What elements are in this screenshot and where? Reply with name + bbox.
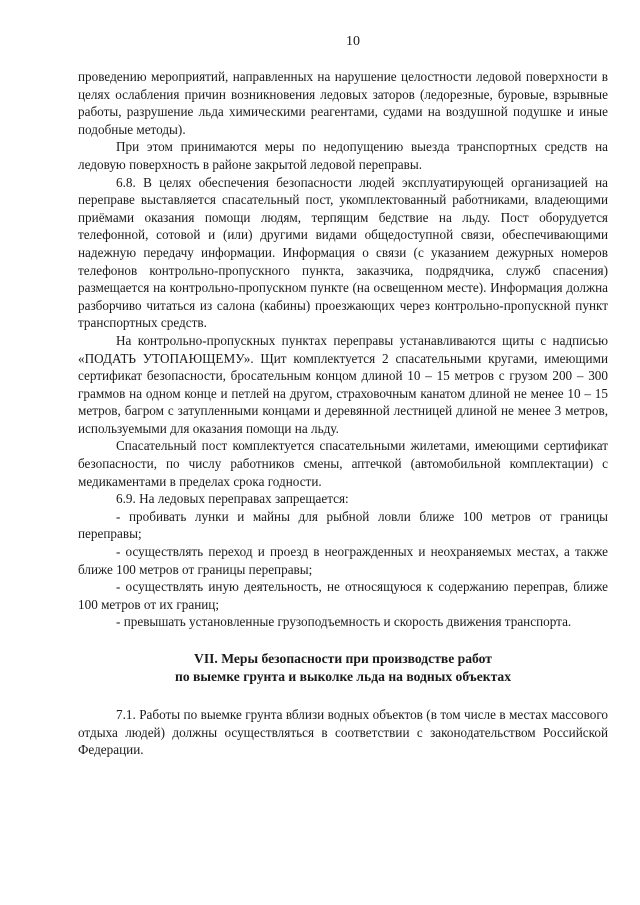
list-item: - пробивать лунки и майны для рыбной ловли ближе 100 метров от границы переправы; bbox=[78, 508, 608, 542]
list-item: - осуществлять иную деятельность, не относящуюся к содержанию переправ, ближе 100 метров от их границ; bbox=[78, 579, 608, 612]
section-heading-line: по выемке грунта и выколке льда на водных объектах bbox=[175, 669, 511, 684]
paragraph: проведению мероприятий, направленных на нарушение целостности ледовой поверхности в целях ослабления причин возникновения ледовых заторов (ледорезные, буровые, взрывные работы, разрушение льда химическими реагентами, судами на воздушной подушке и иные подобные методы). bbox=[78, 69, 608, 137]
list-item: - превышать установленные грузоподъемность и скорость движения транспорта. bbox=[116, 614, 572, 630]
section-heading-line: VII. Меры безопасности при производстве работ bbox=[194, 651, 492, 666]
paragraph-rescue-post: Спасательный пост комплектуется спасательными жилетами, имеющими сертификат безопасности, по числу работников смены, аптечкой (автомобильной комплектации) с медикаментами в пределах срока годности. bbox=[78, 438, 608, 489]
paragraph: При этом принимаются меры по недопущению выезда транспортных средств на ледовую поверхность в районе закрытой ледовой переправы. bbox=[78, 139, 608, 172]
page-number: 10 bbox=[346, 34, 360, 49]
document-page bbox=[78, 34, 608, 759]
section-heading bbox=[78, 650, 608, 686]
paragraph-7-1: 7.1. Работы по выемке грунта вблизи водных объектов (в том числе в местах массового отдыха людей) должны осуществляться в соответствии с законодательством Российской Федерации. bbox=[78, 707, 608, 758]
body-text bbox=[78, 68, 608, 759]
paragraph-shields: На контрольно-пропускных пунктах переправы устанавливаются щиты с надписью «ПОДАТЬ УТОПАЮЩЕМУ». Щит комплектуется 2 спасательными кругами, имеющими сертификат безопасности, бросательным концом длиной 10 – 15 метров с грузом 200 – 300 граммов на одном конце и петлей на другом, страховочным канатом длиной не менее 10 – 15 метров, багром с затупленными концами и деревянной лестницей длиной не менее 3 метров, используемыми для оказания помощи на льду. bbox=[78, 332, 608, 436]
paragraph-6-8: 6.8. В целях обеспечения безопасности людей эксплуатирующей организацией на переправе выставляется спасательный пост, укомплектованный работниками, владеющими приёмами оказания помощи людям, терпящим бедствие на льду. Пост оборудуется телефонной, сотовой и (или) другими видами общедоступной связи, обеспечивающими надежную передачу информации. Информация о связи (с указанием дежурных номеров телефонов контрольно-пропускного пункта, заказчика, подрядчика, служб спасения) размещается на контрольно-пропускном пункте (на освещенном месте). Информация должна разборчиво читаться из салона (кабины) проезжающих через контрольно-пропускной пункт транспортных средств. bbox=[78, 174, 608, 331]
list-item: - осуществлять переход и проезд в неогражденных и неохраняемых местах, а также ближе 100 метров от границы переправы; bbox=[78, 544, 608, 577]
paragraph-6-9: 6.9. На ледовых переправах запрещается: bbox=[116, 491, 349, 507]
